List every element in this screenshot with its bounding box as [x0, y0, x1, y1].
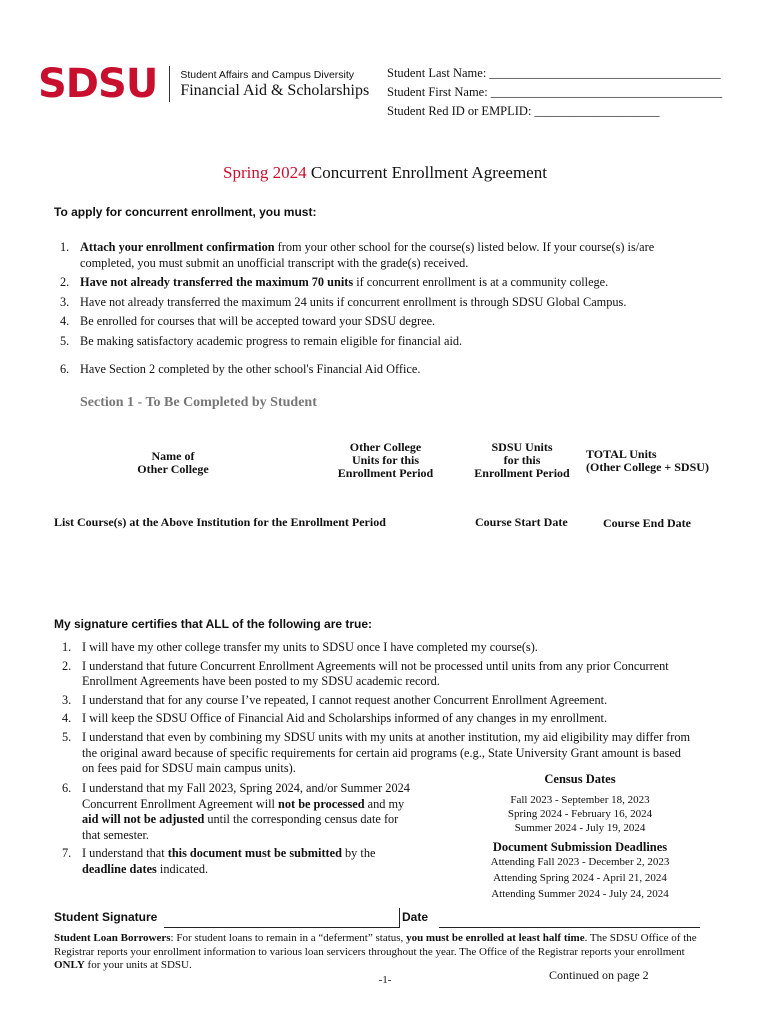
sdsu-logo: [38, 61, 370, 107]
page-number: -1-: [378, 974, 392, 986]
list-item: 4. I will keep the SDSU Office of Financial Aid and Scholarships informed of any changes in my enrollment.: [62, 711, 608, 726]
census-dates: Census Dates Fall 2023 - September 18, 2023 Spring 2024 - February 16, 2024 Summer 2024 - July 19, 2024: [470, 772, 690, 835]
signature-divider: [399, 908, 400, 928]
student-fields: [387, 64, 722, 121]
title-term: Spring 2024: [223, 163, 307, 182]
list-item: 3. I understand that for any course I’ve repeated, I cannot request another Concurrent Enrollment Agreement.: [62, 692, 608, 707]
list-item: 5. Be making satisfactory academic progress to remain eligible for financial aid.: [60, 333, 463, 348]
red-id-field[interactable]: Student Red ID or EMPLID: ____________________: [387, 104, 660, 118]
page-title: [0, 163, 770, 183]
col-total-units: TOTAL Units (Other College + SDSU): [586, 447, 709, 474]
list-item: 1. Attach your enrollment confirmation from your other school for the course(s) listed below. If your course(s) is/are completed, you must submit an unofficial transcript with the grade(s) received.: [60, 240, 655, 270]
list-item: 3. Have not already transferred the maximum 24 units if concurrent enrollment is through SDSU Global Campus.: [60, 294, 627, 309]
col-other-units: Other College Units for this Enrollment Period: [337, 440, 434, 480]
continued-note: Continued on page 2: [549, 968, 649, 982]
logo-divider: [169, 66, 170, 102]
list-courses-label: List Course(s) at the Above Institution for the Enrollment Period: [54, 515, 386, 529]
certs-list-continued: [62, 781, 417, 881]
course-end-label: Course End Date: [603, 516, 692, 530]
loan-note: Student Loan Borrowers: For student loans to remain in a “deferment” status, you must be enrolled at least half time. The SDSU Office of the Registrar reports your enrollment information to various loan servicers throughout the year. The Office of the Registrar reports your enrollment ONLY for your units at SDSU.: [54, 932, 697, 971]
list-item: 6. Have Section 2 completed by the other school's Financial Aid Office.: [60, 361, 421, 376]
list-item: 7. I understand that this document must be submitted by the deadline dates indicated.: [62, 846, 376, 876]
title-rest: Concurrent Enrollment Agreement: [306, 163, 547, 182]
student-signature-label: Student Signature: [54, 910, 158, 924]
list-item: 6. I understand that my Fall 2023, Spring 2024, and/or Summer 2024 Concurrent Enrollment Agreement will not be processed and my aid will not be adjusted until the corresponding census date for that semester.: [62, 781, 410, 842]
list-item: 2. I understand that future Concurrent Enrollment Agreements will not be processed until units from any prior Concurrent Enrollment Agreements have been posted to my SDSU academic record.: [62, 658, 669, 689]
signature-line[interactable]: [164, 927, 399, 928]
col-sdsu-units: SDSU Units for this Enrollment Period: [474, 440, 570, 480]
date-line[interactable]: [439, 927, 700, 928]
dept-small: Student Affairs and Campus Diversity: [180, 68, 355, 81]
section1-title: Section 1 - To Be Completed by Student: [80, 395, 317, 410]
course-start-label: Course Start Date: [475, 515, 568, 529]
requirements-list: [60, 240, 700, 381]
logo-wordmark: SDSU: [38, 61, 158, 107]
census-title: Census Dates: [544, 772, 616, 786]
list-item: 2. Have not already transferred the maximum 70 units if concurrent enrollment is at a community college.: [60, 275, 609, 290]
list-item: 4. Be enrolled for courses that will be accepted toward your SDSU degree.: [60, 314, 436, 329]
signature-row: [54, 908, 700, 930]
list-item: 1. I will have my other college transfer my units to SDSU once I have completed my course(s).: [62, 640, 538, 654]
certifies-heading: My signature certifies that ALL of the following are true:: [54, 617, 373, 631]
first-name-field[interactable]: Student First Name: _____________________________________: [387, 85, 723, 99]
intro-heading: To apply for concurrent enrollment, you must:: [54, 205, 317, 219]
list-item: 5. I understand that even by combining my SDSU units with my units at another institution, my aid eligibility may differ from the original award because of specific requirements for certain aid programs (e.g., State University Grant amount is based on fees paid for SDSU main campus units).: [62, 729, 691, 776]
date-label: Date: [402, 910, 429, 924]
deadlines-title: Document Submission Deadlines: [492, 840, 668, 854]
last-name-field[interactable]: Student Last Name: _____________________________________: [387, 66, 721, 80]
dept-main: Financial Aid & Scholarships: [180, 81, 370, 99]
submission-deadlines: Document Submission Deadlines Attending Fall 2023 - December 2, 2023 Attending Spring 2024 - April 21, 2024 Attending Summer 2024 - July 24, 2024: [470, 840, 690, 901]
col-name-college: Name of Other College: [137, 449, 209, 476]
certs-list: [62, 640, 692, 780]
